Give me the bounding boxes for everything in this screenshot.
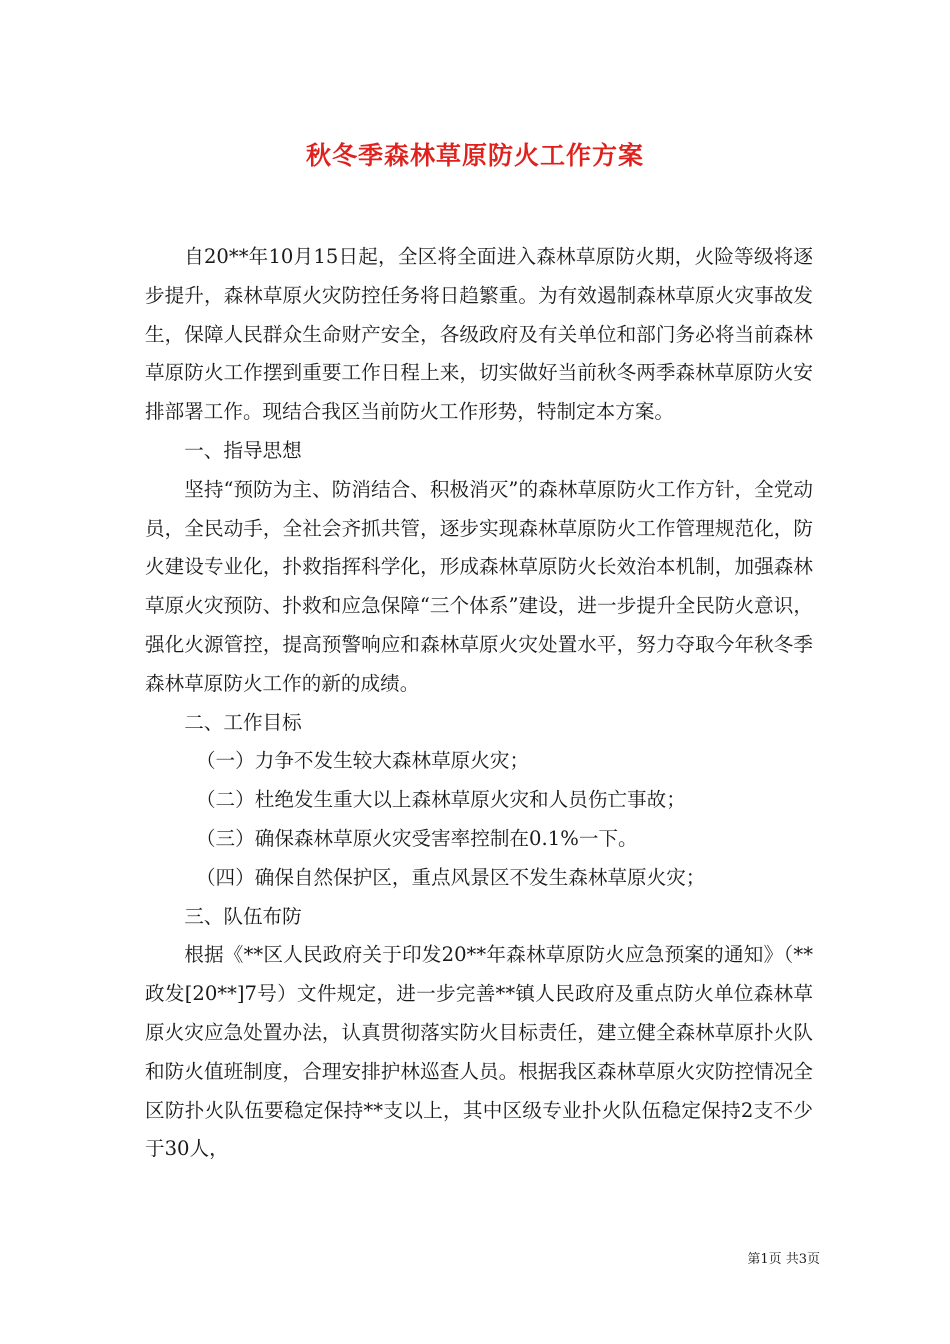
page-indicator: 第1页 共3页 <box>747 1252 820 1267</box>
body-paragraph: 坚持“预防为主、防消结合、积极消灭”的森林草原防火工作方针，全党动员，全民动手，全社会齐抓共管，逐步实现森林草原防火工作管理规范化，防火建设专业化，扑救指挥科学化，形成森林草原防火长效治本机制，加强森林草原火灾预防、扑救和应急保障“三个体系”建设，进一步提升全民防火意识，强化火源管控，提高预警响应和森林草原火灾处置水平，努力夺取今年秋冬季森林草原防火工作的新的成绩。 <box>145 477 813 695</box>
section-heading: 一、指导思想 <box>184 438 302 462</box>
goal-list-item: （四）确保自然保护区，重点风景区不发生森林草原火灾； <box>195 865 706 889</box>
body-paragraph: 自20**年10月15日起，全区将全面进入森林草原防火期，火险等级将逐步提升，森林草原火灾防控任务将日趋繁重。为有效遏制森林草原火灾事故发生，保障人民群众生命财产安全，各级政府及有关单位和部门务必将当前森林草原防火工作摆到重要工作日程上来，切实做好当前秋冬两季森林草原防火安排部署工作。现结合我区当前防火工作形势，特制定本方案。 <box>145 245 813 424</box>
goal-list-item: （三）确保森林草原火灾受害率控制在0.1%一下。 <box>195 826 638 850</box>
document-title: 秋冬季森林草原防火工作方案 <box>305 141 644 170</box>
section-heading: 三、队伍布防 <box>184 904 302 928</box>
goal-list-item: （一）力争不发生较大森林草原火灾； <box>195 749 530 773</box>
goal-list-item: （二）杜绝发生重大以上森林草原火灾和人员伤亡事故； <box>195 788 686 812</box>
section-heading: 二、工作目标 <box>184 710 302 734</box>
body-paragraph: 根据《**区人民政府关于印发20**年森林草原防火应急预案的通知》（**政发[20**]7号）文件规定，进一步完善**镇人民政府及重点防火单位森林草原火灾应急处置办法，认真贯彻落实防火目标责任，建立健全森林草原扑火队和防火值班制度，合理安排护林巡查人员。根据我区森林草原火灾防控情况全区防扑火队伍要稳定保持**支以上，其中区级专业扑火队伍稳定保持2支不少于30人， <box>145 943 813 1161</box>
document-body <box>145 238 813 1169</box>
